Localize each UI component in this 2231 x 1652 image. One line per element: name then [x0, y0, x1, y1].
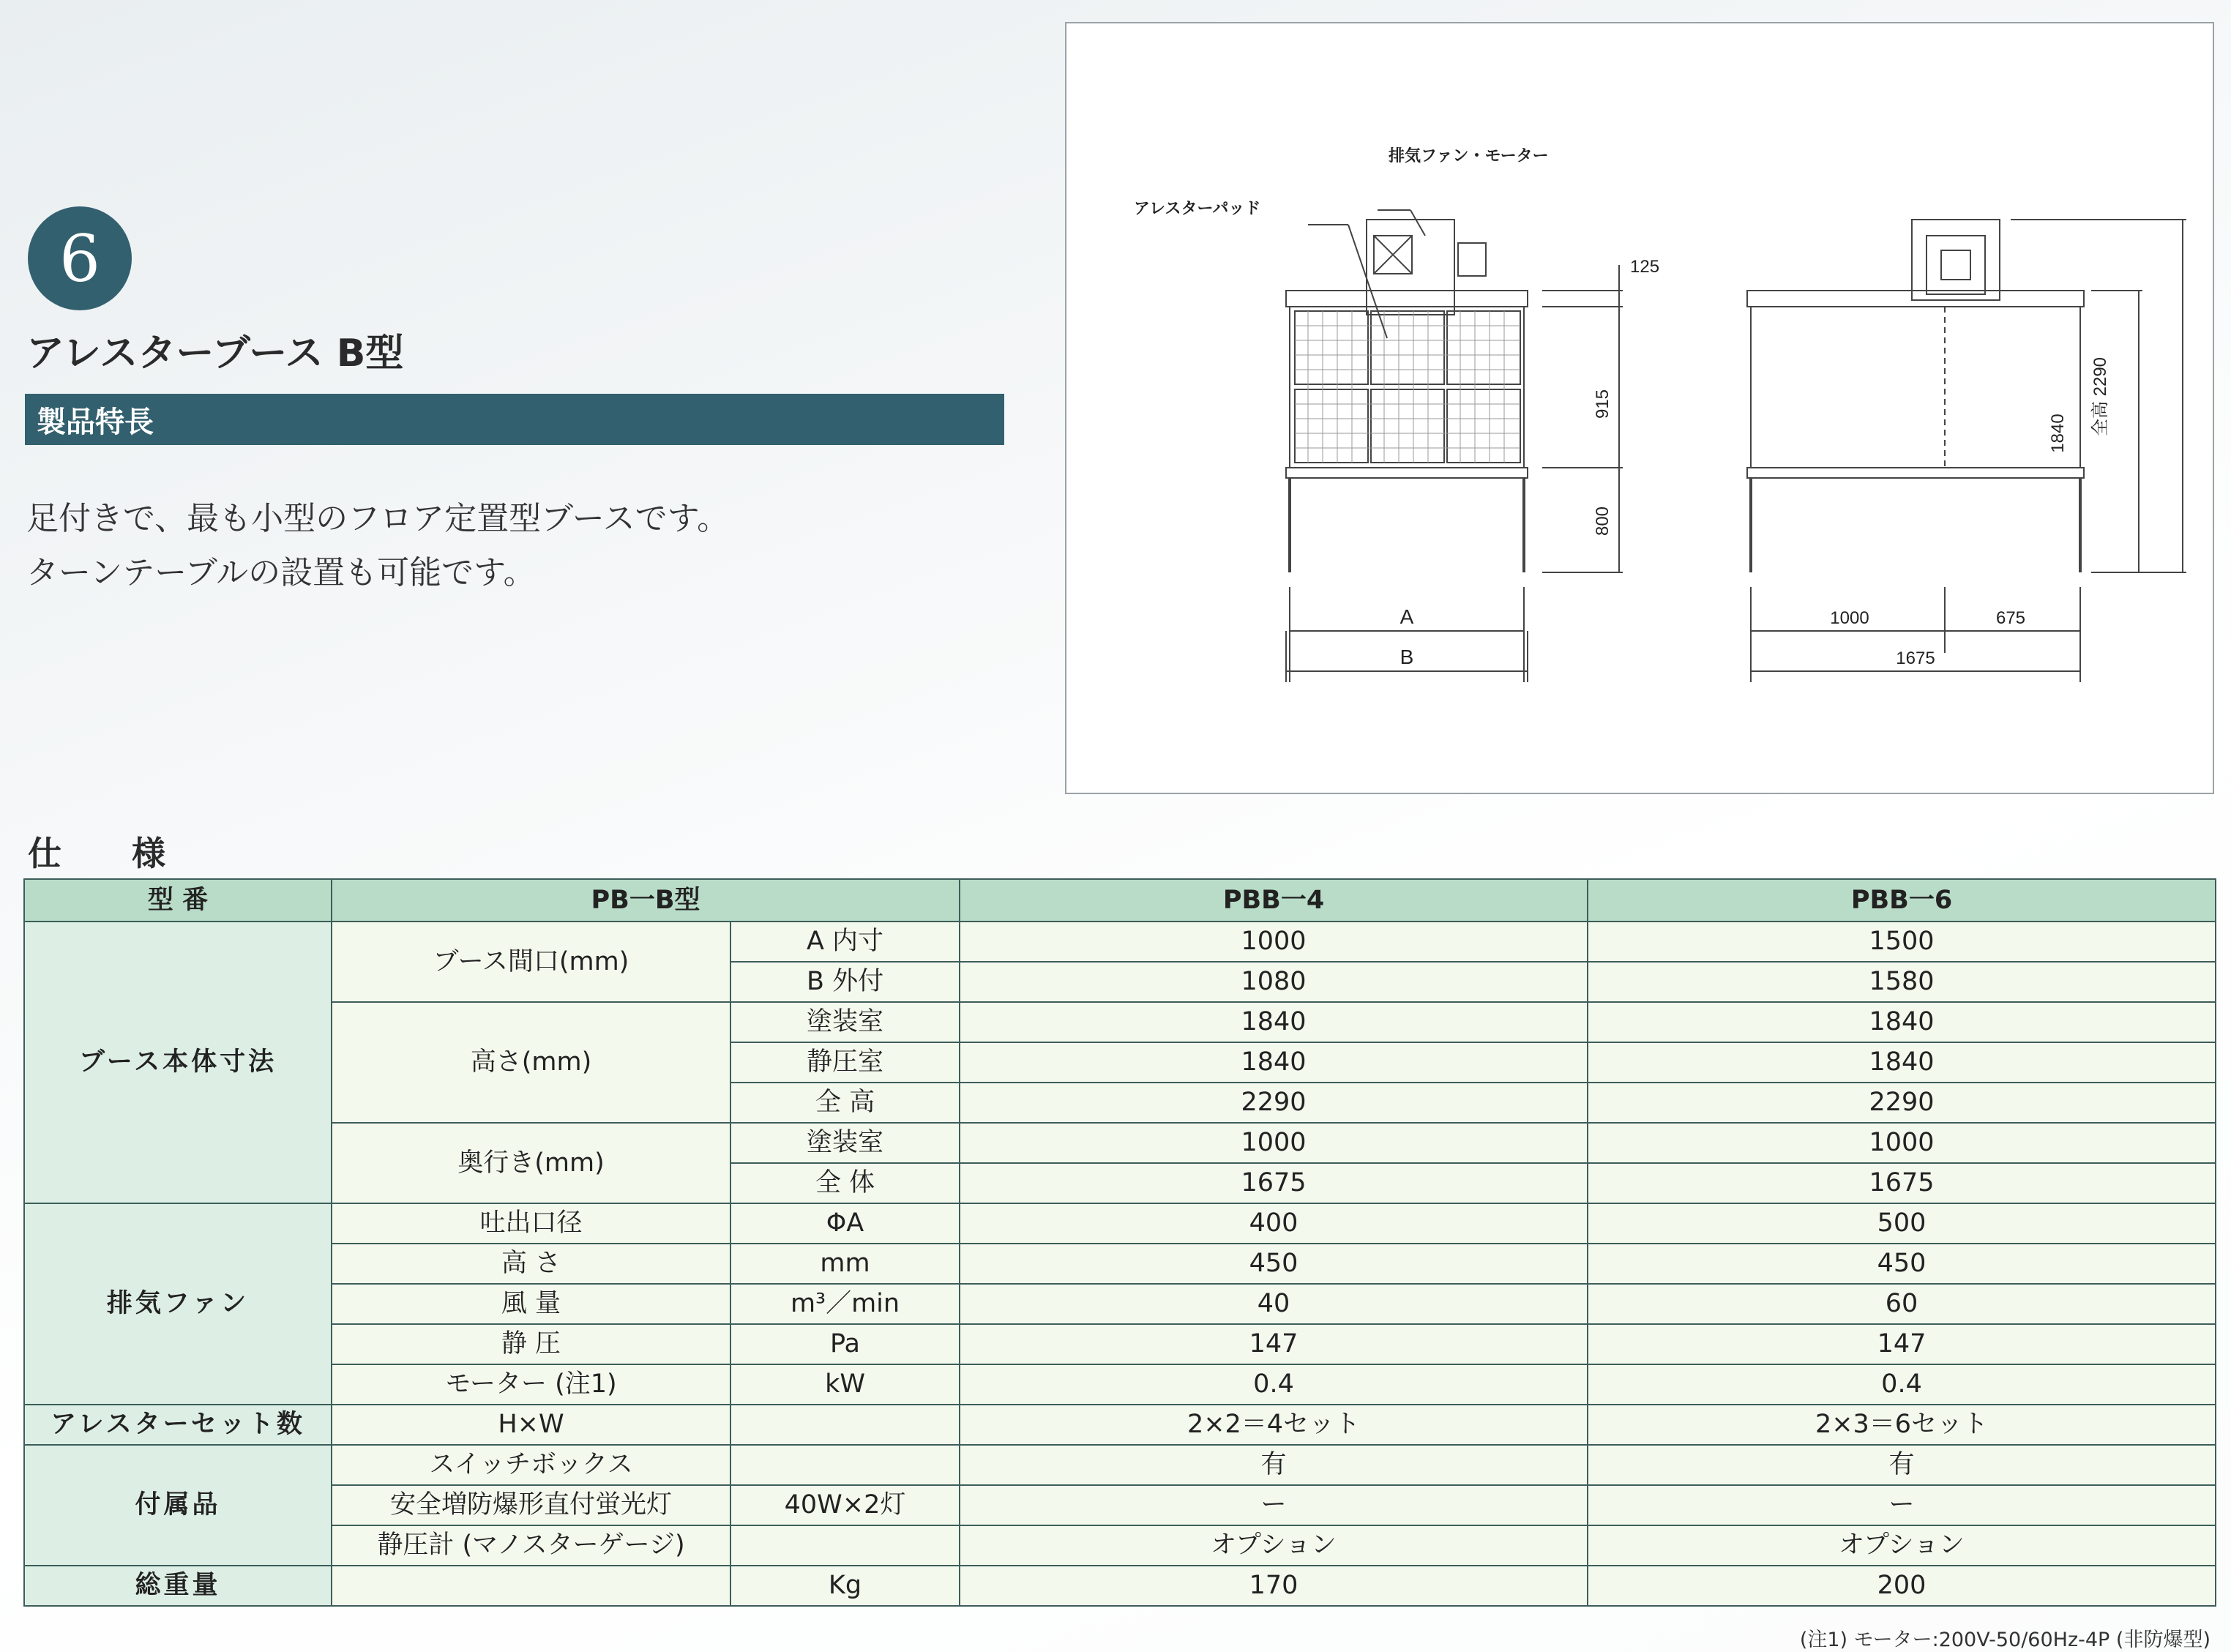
- cell-value: 200: [1588, 1566, 2216, 1606]
- dim-1840: 1840: [2048, 414, 2068, 453]
- table-row: [24, 1284, 2216, 1324]
- cell-value: 2×2＝4セット: [960, 1405, 1588, 1445]
- arrester-pad: [1295, 389, 1368, 463]
- description-line-2: ターンテーブルの設置も可能です。: [26, 554, 536, 591]
- arrester-pad: [1447, 389, 1520, 463]
- cell-value: 1000: [1588, 1123, 2216, 1163]
- cell-value: 1840: [1588, 1042, 2216, 1083]
- group-arrester-sets: アレスターセット数: [24, 1405, 332, 1445]
- arrester-pad: [1295, 311, 1368, 384]
- cell-label: 静 圧: [332, 1324, 730, 1364]
- table-row: [24, 922, 2216, 962]
- cell-unit: m³／min: [730, 1284, 960, 1324]
- footnote: (注1) モーター:200V-50/60Hz-4P (非防爆型): [1799, 1629, 2211, 1651]
- group-booth-dimensions: ブース本体寸法: [24, 922, 332, 1203]
- cell-value: 2290: [960, 1083, 1588, 1123]
- cell-sub: B 外付: [730, 962, 960, 1002]
- arrester-pad: [1447, 311, 1520, 384]
- cell-label: モーター (注1): [332, 1364, 730, 1405]
- cell-empty: [730, 1525, 960, 1566]
- cell-value: 有: [1588, 1445, 2216, 1485]
- cell-unit: Kg: [730, 1566, 960, 1606]
- booth-body-front: [1290, 307, 1524, 468]
- booth-width-label: ブース間口(mm): [332, 922, 730, 1002]
- group-accessories: 付属品: [24, 1445, 332, 1566]
- feature-heading-text: 製品特長: [37, 405, 154, 439]
- cell-value: 1675: [1588, 1163, 2216, 1203]
- cell-empty: [730, 1405, 960, 1445]
- cell-value: オプション: [960, 1525, 1588, 1566]
- cell-value: ー: [1588, 1485, 2216, 1525]
- table-header-row: [24, 879, 2216, 922]
- dim-a: A: [1399, 605, 1414, 628]
- cell-label: H×W: [332, 1405, 730, 1445]
- cell-value: 1080: [960, 962, 1588, 1002]
- cell-value: 60: [1588, 1284, 2216, 1324]
- arrester-pad: [1371, 389, 1444, 463]
- cell-value: 500: [1588, 1203, 2216, 1244]
- cell-label: 吐出口径: [332, 1203, 730, 1244]
- cell-sub: 静圧室: [730, 1042, 960, 1083]
- header-model: 型 番: [24, 879, 332, 922]
- dim-b: B: [1399, 646, 1414, 668]
- cell-label: 高 さ: [332, 1244, 730, 1284]
- cell-unit: kW: [730, 1364, 960, 1405]
- motor-front: [1458, 243, 1486, 276]
- table-row: [24, 1123, 2216, 1163]
- cell-sub: A 内寸: [730, 922, 960, 962]
- dim-675: 675: [1995, 608, 2026, 628]
- cell-empty: [730, 1445, 960, 1485]
- group-total-weight: 総重量: [24, 1566, 332, 1606]
- cell-value: 400: [960, 1203, 1588, 1244]
- dim-1675: 1675: [1896, 649, 1935, 668]
- arrester-pads: [1295, 311, 1520, 463]
- cell-value: 147: [960, 1324, 1588, 1364]
- product-description: [26, 492, 729, 600]
- booth-height-label: 高さ(mm): [332, 1002, 730, 1123]
- cell-label: スイッチボックス: [332, 1445, 730, 1485]
- cell-value: 1840: [960, 1042, 1588, 1083]
- table-row: [24, 1566, 2216, 1606]
- booth-top-rail: [1286, 291, 1528, 307]
- dim-total-2290: 全高 2290: [2090, 356, 2110, 437]
- cell-value: 0.4: [1588, 1364, 2216, 1405]
- table-row: [24, 1525, 2216, 1566]
- table-row: [24, 1364, 2216, 1405]
- fan-housing-side: [1912, 220, 2000, 300]
- section-number-badge: 6: [28, 206, 132, 310]
- cell-value: 1000: [960, 922, 1588, 962]
- cell-value: 147: [1588, 1324, 2216, 1364]
- label-fan-motor: 排気ファン・モーター: [1389, 146, 1549, 165]
- drawing-svg: [1066, 23, 2216, 796]
- cell-label: 安全増防爆形直付蛍光灯: [332, 1485, 730, 1525]
- cell-unit: mm: [730, 1244, 960, 1284]
- spec-table: [23, 878, 2216, 1607]
- header-type: PB一B型: [332, 879, 960, 922]
- cell-label: 風 量: [332, 1284, 730, 1324]
- cell-value: 1840: [960, 1002, 1588, 1042]
- header-pbb4: PBB一4: [960, 879, 1588, 922]
- cell-value: 40: [960, 1284, 1588, 1324]
- feature-heading: [25, 394, 1004, 445]
- cell-value: 1580: [1588, 962, 2216, 1002]
- cell-label: 静圧計 (マノスターゲージ): [332, 1525, 730, 1566]
- cell-value: 0.4: [960, 1364, 1588, 1405]
- table-row: [24, 1324, 2216, 1364]
- cell-unit: 40W×2灯: [730, 1485, 960, 1525]
- cell-sub: 塗装室: [730, 1002, 960, 1042]
- table-row: [24, 1485, 2216, 1525]
- booth-body-side: [1751, 307, 2080, 468]
- cell-value: 170: [960, 1566, 1588, 1606]
- table-row: [24, 1002, 2216, 1042]
- cell-value: 1675: [960, 1163, 1588, 1203]
- cell-value: ー: [960, 1485, 1588, 1525]
- cell-unit: Pa: [730, 1324, 960, 1364]
- cell-empty: [332, 1566, 730, 1606]
- side-top-rail: [1747, 291, 2084, 307]
- cell-sub: 全 高: [730, 1083, 960, 1123]
- page-title: アレスターブース B型: [26, 332, 404, 375]
- header-pbb6: PBB一6: [1588, 879, 2216, 922]
- description-line-1: 足付きで、最も小型のフロア定置型ブースです。: [26, 500, 730, 537]
- dim-915: 915: [1593, 389, 1612, 419]
- group-exhaust-fan: 排気ファン: [24, 1203, 332, 1405]
- cell-value: 1840: [1588, 1002, 2216, 1042]
- cell-value: 1000: [960, 1123, 1588, 1163]
- cell-unit: ΦA: [730, 1203, 960, 1244]
- label-arrester-pad: アレスターパッド: [1134, 199, 1261, 217]
- cell-value: 1500: [1588, 922, 2216, 962]
- dim-125: 125: [1630, 257, 1660, 277]
- table-row: [24, 1203, 2216, 1244]
- booth-bottom-rail: [1286, 468, 1528, 478]
- dim-1000: 1000: [1830, 608, 1869, 628]
- cell-sub: 塗装室: [730, 1123, 960, 1163]
- table-row: [24, 1405, 2216, 1445]
- cell-value: オプション: [1588, 1525, 2216, 1566]
- booth-depth-label: 奥行き(mm): [332, 1123, 730, 1203]
- table-row: [24, 1445, 2216, 1485]
- cell-value: 2×3＝6セット: [1588, 1405, 2216, 1445]
- table-row: [24, 1244, 2216, 1284]
- spec-title: 仕 様: [28, 834, 195, 873]
- cell-value: 有: [960, 1445, 1588, 1485]
- cell-sub: 全 体: [730, 1163, 960, 1203]
- cell-value: 2290: [1588, 1083, 2216, 1123]
- dim-800: 800: [1593, 506, 1612, 537]
- technical-drawing: [1065, 22, 2214, 794]
- cell-value: 450: [1588, 1244, 2216, 1284]
- cell-value: 450: [960, 1244, 1588, 1284]
